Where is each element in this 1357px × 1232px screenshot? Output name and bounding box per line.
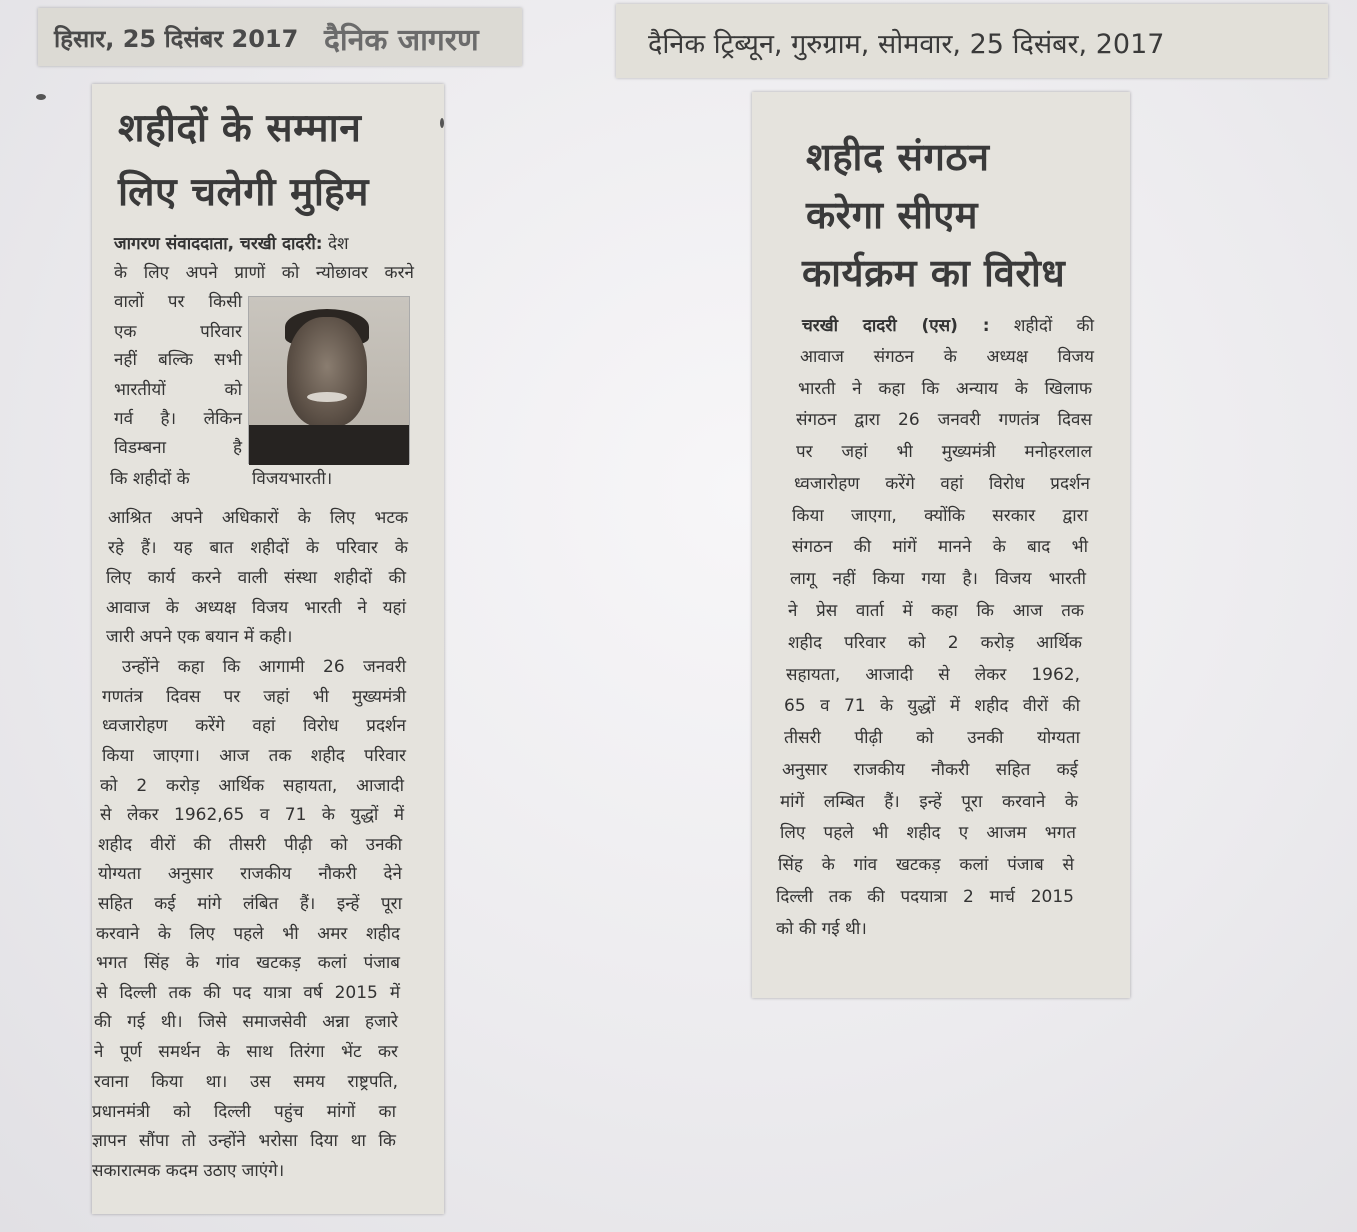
jagran-body-line: सकारात्मक कदम उठाए जाएंगे। xyxy=(92,1161,285,1181)
jagran-headline-line-1: शहीदों के सम्मान xyxy=(118,106,362,151)
jagran-body-line: लिए कार्य करने वाली संस्था शहीदों की xyxy=(106,568,406,588)
jagran-body-line: शहीद वीरों की तीसरी पीढ़ी को उनकी xyxy=(98,835,402,855)
jagran-body-line: जारी अपने एक बयान में कही। xyxy=(106,627,293,647)
jagran-body-line: की गई थी। जिसे समाजसेवी अन्ना हजारे xyxy=(94,1012,398,1032)
tribune-article-clipping xyxy=(752,92,1130,998)
tribune-dateline: दैनिक ट्रिब्यून, गुरुग्राम, सोमवार, 25 दिसंबर, 2017 xyxy=(648,29,1165,60)
jagran-wrap-line: एक परिवार xyxy=(114,322,242,342)
portrait-photo xyxy=(248,296,410,464)
tribune-body-line: लागू नहीं किया गया है। विजय भारती xyxy=(790,569,1086,589)
scan-speck xyxy=(36,94,46,100)
tribune-body-line: ने प्रेस वार्ता में कहा कि आज तक xyxy=(788,601,1084,621)
tribune-byline: चरखी दादरी (एस) : xyxy=(802,316,990,336)
jagran-dateline: हिसार, 25 दिसंबर 2017 xyxy=(54,25,299,53)
jagran-body-line: को 2 करोड़ आर्थिक सहायता, आजादी xyxy=(100,776,404,796)
tribune-headline-line-3: कार्यक्रम का विरोध xyxy=(802,251,1066,295)
tribune-body-line: भारती ने कहा कि अन्याय के खिलाफ xyxy=(798,379,1092,399)
photo-caption: विजयभारती। xyxy=(252,469,333,489)
jagran-body-line: रवाना किया था। उस समय राष्ट्रपति, xyxy=(94,1072,398,1092)
tribune-body-line: को की गई थी। xyxy=(776,919,867,939)
tribune-body-line: संगठन द्वारा 26 जनवरी गणतंत्र दिवस xyxy=(796,410,1092,430)
jagran-wrap-line: विडम्बना है xyxy=(114,438,242,458)
tribune-body-line: सहायता, आजादी से लेकर 1962, xyxy=(786,665,1080,685)
jagran-byline-rest: देश xyxy=(328,234,349,254)
jagran-body-line: आवाज के अध्यक्ष विजय भारती ने यहां xyxy=(106,598,406,618)
jagran-wrap-line: वालों पर किसी xyxy=(114,292,242,312)
jagran-body-line: से लेकर 1962,65 व 71 के युद्धों में xyxy=(100,805,404,825)
tribune-body-line: ध्वजारोहण करेंगे वहां विरोध प्रदर्शन xyxy=(794,474,1090,494)
jagran-body-line: योग्यता अनुसार राजकीय नौकरी देने xyxy=(98,864,402,884)
jagran-body-line: से दिल्ली तक की पद यात्रा वर्ष 2015 में xyxy=(96,983,400,1003)
tribune-body-line: सिंह के गांव खटकड़ कलां पंजाब से xyxy=(778,855,1074,875)
tribune-body-line: पर जहां भी मुख्यमंत्री मनोहरलाल xyxy=(796,442,1092,462)
scan-speck xyxy=(440,118,444,128)
jagran-body-line: आश्रित अपने अधिकारों के लिए भटक xyxy=(108,508,408,528)
jagran-body-line: उन्होंने कहा कि आगामी 26 जनवरी xyxy=(122,657,406,677)
tribune-headline-line-1: शहीद संगठन xyxy=(806,135,990,179)
jagran-body-line: रहे हैं। यह बात शहीदों के परिवार के xyxy=(108,538,408,558)
jagran-masthead: दैनिक जागरण xyxy=(324,23,479,58)
jagran-body-line: प्रधानमंत्री को दिल्ली पहुंच मांगों का xyxy=(92,1102,396,1122)
portrait-moustache xyxy=(307,392,347,402)
jagran-body-line: भगत सिंह के गांव खटकड़ कलां पंजाब xyxy=(96,953,400,973)
jagran-wrap-line: भारतीयों को xyxy=(114,380,242,400)
tribune-body-line: लिए पहले भी शहीद ए आजम भगत xyxy=(780,823,1076,843)
jagran-body-line: करवाने के लिए पहले भी अमर शहीद xyxy=(96,924,400,944)
jagran-body-line: सहित कई मांगे लंबित हैं। इन्हें पूरा xyxy=(98,894,402,914)
jagran-body-line: ध्वजारोहण करेंगे वहां विरोध प्रदर्शन xyxy=(102,716,406,736)
jagran-body-line: गणतंत्र दिवस पर जहां भी मुख्यमंत्री xyxy=(102,687,406,707)
tribune-header-strip xyxy=(616,4,1328,78)
jagran-wrap-line: नहीं बल्कि सभी xyxy=(114,350,242,370)
jagran-line: के लिए अपने प्राणों को न्योछावर करने xyxy=(114,263,414,283)
tribune-body-line: आवाज संगठन के अध्यक्ष विजय xyxy=(800,347,1094,367)
tribune-body-line: शहीद परिवार को 2 करोड़ आर्थिक xyxy=(788,633,1082,653)
jagran-body-line: किया जाएगा। आज तक शहीद परिवार xyxy=(102,746,406,766)
tribune-body-line: किया जाएगा, क्योंकि सरकार द्वारा xyxy=(792,506,1088,526)
tribune-body-line: मांगें लम्बित हैं। इन्हें पूरा करवाने के xyxy=(780,792,1078,812)
jagran-byline-row xyxy=(114,234,414,254)
tribune-body-line: अनुसार राजकीय नौकरी सहित कई xyxy=(782,760,1078,780)
tribune-body-line: दिल्ली तक की पदयात्रा 2 मार्च 2015 xyxy=(776,887,1074,907)
tribune-byline-row xyxy=(802,316,1094,336)
jagran-wrap-line: गर्व है। लेकिन xyxy=(114,409,242,429)
portrait-shirt xyxy=(249,425,409,465)
jagran-headline-line-2: लिए चलेगी मुहिम xyxy=(118,170,369,215)
jagran-body-line: ज्ञापन सौंपा तो उन्होंने भरोसा दिया था कि xyxy=(92,1131,396,1151)
tribune-body-line: संगठन की मांगें मानने के बाद भी xyxy=(792,537,1088,557)
tribune-body-line: 65 व 71 के युद्धों में शहीद वीरों की xyxy=(784,696,1080,716)
jagran-byline: जागरण संवाददाता, चरखी दादरी: xyxy=(114,234,323,254)
tribune-headline-line-2: करेगा सीएम xyxy=(806,193,978,237)
jagran-header-strip xyxy=(38,8,522,66)
jagran-article-clipping xyxy=(92,84,444,1214)
tribune-body-line: तीसरी पीढ़ी को उनकी योग्यता xyxy=(784,728,1080,748)
portrait-face xyxy=(287,317,367,427)
jagran-line-after-photo: कि शहीदों के xyxy=(110,469,190,489)
jagran-body-line: ने पूर्ण समर्थन के साथ तिरंगा भेंट कर xyxy=(94,1042,398,1062)
tribune-byline-rest: शहीदों की xyxy=(1013,316,1094,336)
